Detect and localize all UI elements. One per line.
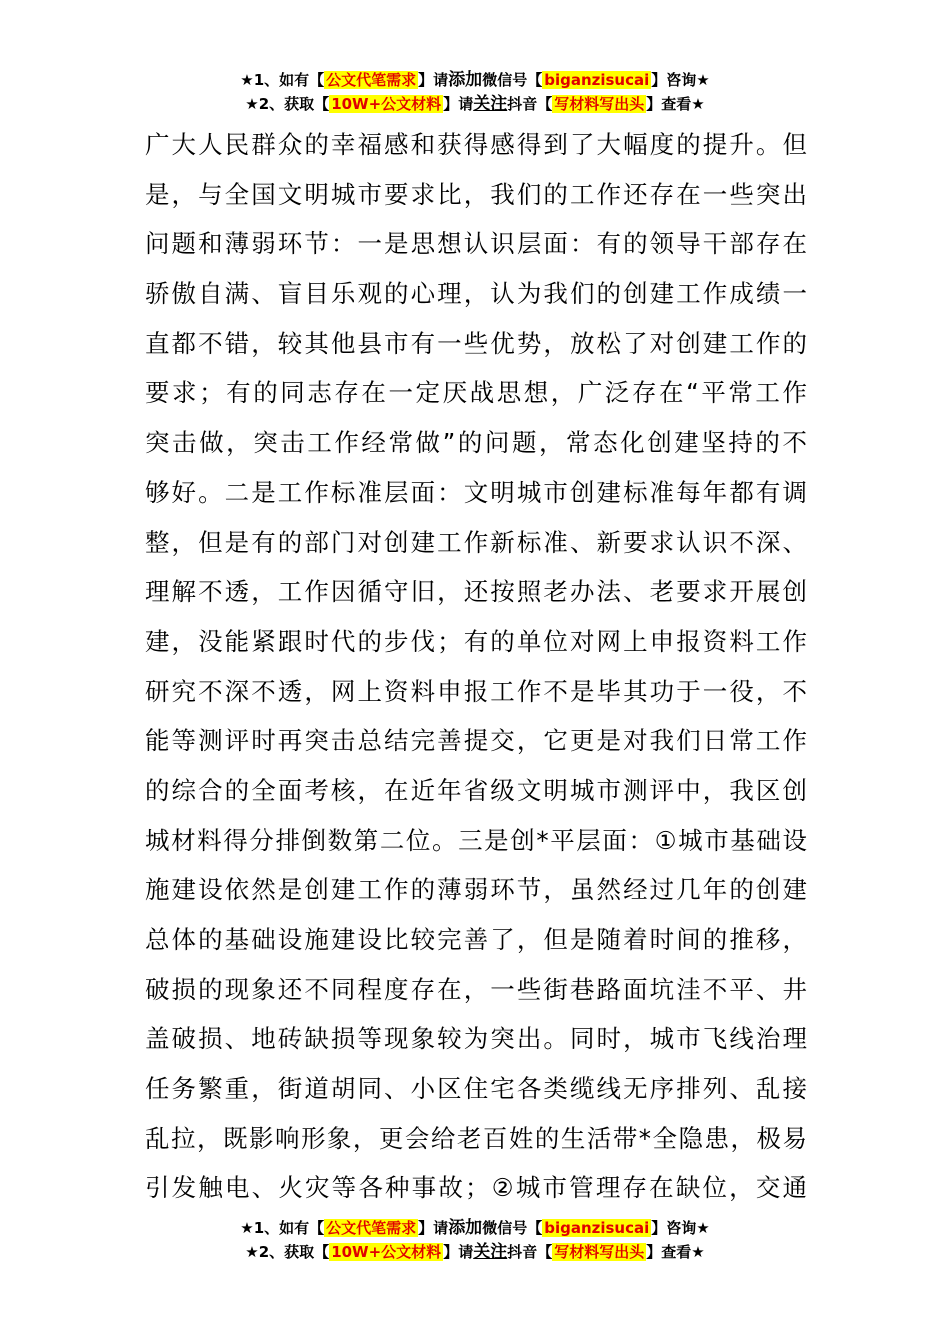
banner-line-1	[0, 1216, 950, 1240]
text-line: 广大人民群众的幸福感和获得感得到了大幅度的提升。但	[145, 130, 807, 159]
text-line: 是，与全国文明城市要求比，我们的工作还存在一些突出	[145, 179, 807, 209]
highlight-materials: 10W+公文材料	[331, 95, 442, 113]
banner-text: 】咨询★	[651, 71, 710, 89]
banner-text: 】查看★	[646, 95, 705, 113]
banner-text: 微信号【	[482, 71, 543, 89]
text-line: 城材料得分排倒数第二位。三是创*平层面：①城市基础设	[145, 825, 807, 855]
banner-text: 】咨询★	[651, 1219, 710, 1237]
banner-text: 抖音【	[507, 1243, 553, 1261]
text-line: 总体的基础设施建设比较完善了，但是随着时间的推移，	[145, 925, 807, 954]
bottom-banner	[0, 1216, 950, 1264]
banner-text: 微信号【	[482, 1219, 543, 1237]
banner-text: 】请	[418, 1219, 449, 1237]
banner-line-1	[0, 68, 950, 92]
highlight-douyin: 写材料写出头	[554, 1243, 645, 1261]
banner-text: ★1、如有【	[240, 1219, 325, 1237]
text-line: 任务繁重，街道胡同、小区住宅各类缆线无序排列、乱接	[145, 1074, 807, 1104]
text-line: 要求；有的同志存在一定厌战思想，广泛存在“平常工作	[145, 378, 807, 408]
banner-text: 】请	[418, 71, 449, 89]
text-line: 能等测评时再突击总结完善提交，它更是对我们日常工作	[145, 726, 807, 756]
text-line: 整，但是有的部门对创建工作新标准、新要求认识不深、	[145, 527, 807, 557]
banner-line-2	[0, 92, 950, 116]
text-line: 理解不透，工作因循守旧，还按照老办法、老要求开展创	[145, 577, 807, 607]
banner-text: ★2、获取【	[245, 95, 330, 113]
banner-text: ★1、如有【	[240, 71, 325, 89]
banner-text: 关注	[473, 1242, 508, 1262]
highlight-service: 公文代笔需求	[326, 71, 417, 89]
banner-text: 】查看★	[646, 1243, 705, 1261]
banner-text: 】请	[443, 1243, 474, 1261]
text-line: 够好。二是工作标准层面：文明城市创建标准每年都有调	[145, 477, 807, 507]
highlight-wechat-id: biganzisucai	[544, 1219, 650, 1237]
banner-text: 添加	[448, 70, 483, 90]
highlight-service: 公文代笔需求	[326, 1219, 417, 1237]
highlight-douyin: 写材料写出头	[554, 95, 645, 113]
text-line: 盖破损、地砖缺损等现象较为突出。同时，城市飞线治理	[145, 1024, 807, 1054]
text-line: 问题和薄弱环节：一是思想认识层面：有的领导干部存在	[145, 229, 807, 259]
banner-text: 】请	[443, 95, 474, 113]
text-line: 引发触电、火灾等各种事故；②城市管理存在缺位，交通	[145, 1173, 807, 1203]
text-line: 的综合的全面考核，在近年省级文明城市测评中，我区创	[145, 775, 807, 805]
text-line: 建，没能紧跟时代的步伐；有的单位对网上申报资料工作	[145, 626, 807, 656]
text-line: 突击做，突击工作经常做”的问题，常态化创建坚持的不	[145, 428, 807, 458]
text-line: 乱拉，既影响形象，更会给老百姓的生活带*全隐患，极易	[145, 1123, 807, 1153]
banner-text: 抖音【	[507, 95, 553, 113]
document-body	[145, 120, 807, 1213]
banner-line-2	[0, 1240, 950, 1264]
text-line: 施建设依然是创建工作的薄弱环节，虽然经过几年的创建	[145, 875, 807, 905]
text-line: 破损的现象还不同程度存在，一些街巷路面坑洼不平、井	[145, 974, 807, 1004]
highlight-materials: 10W+公文材料	[331, 1243, 442, 1261]
banner-text: ★2、获取【	[245, 1243, 330, 1261]
banner-text: 关注	[473, 94, 508, 114]
text-line: 直都不错，较其他县市有一些优势，放松了对创建工作的	[145, 328, 807, 358]
text-line: 骄傲自满、盲目乐观的心理，认为我们的创建工作成绩一	[145, 279, 807, 309]
text-line: 研究不深不透，网上资料申报工作不是毕其功于一役，不	[145, 676, 807, 706]
highlight-wechat-id: biganzisucai	[544, 71, 650, 89]
banner-text: 添加	[448, 1218, 483, 1238]
top-banner	[0, 68, 950, 116]
